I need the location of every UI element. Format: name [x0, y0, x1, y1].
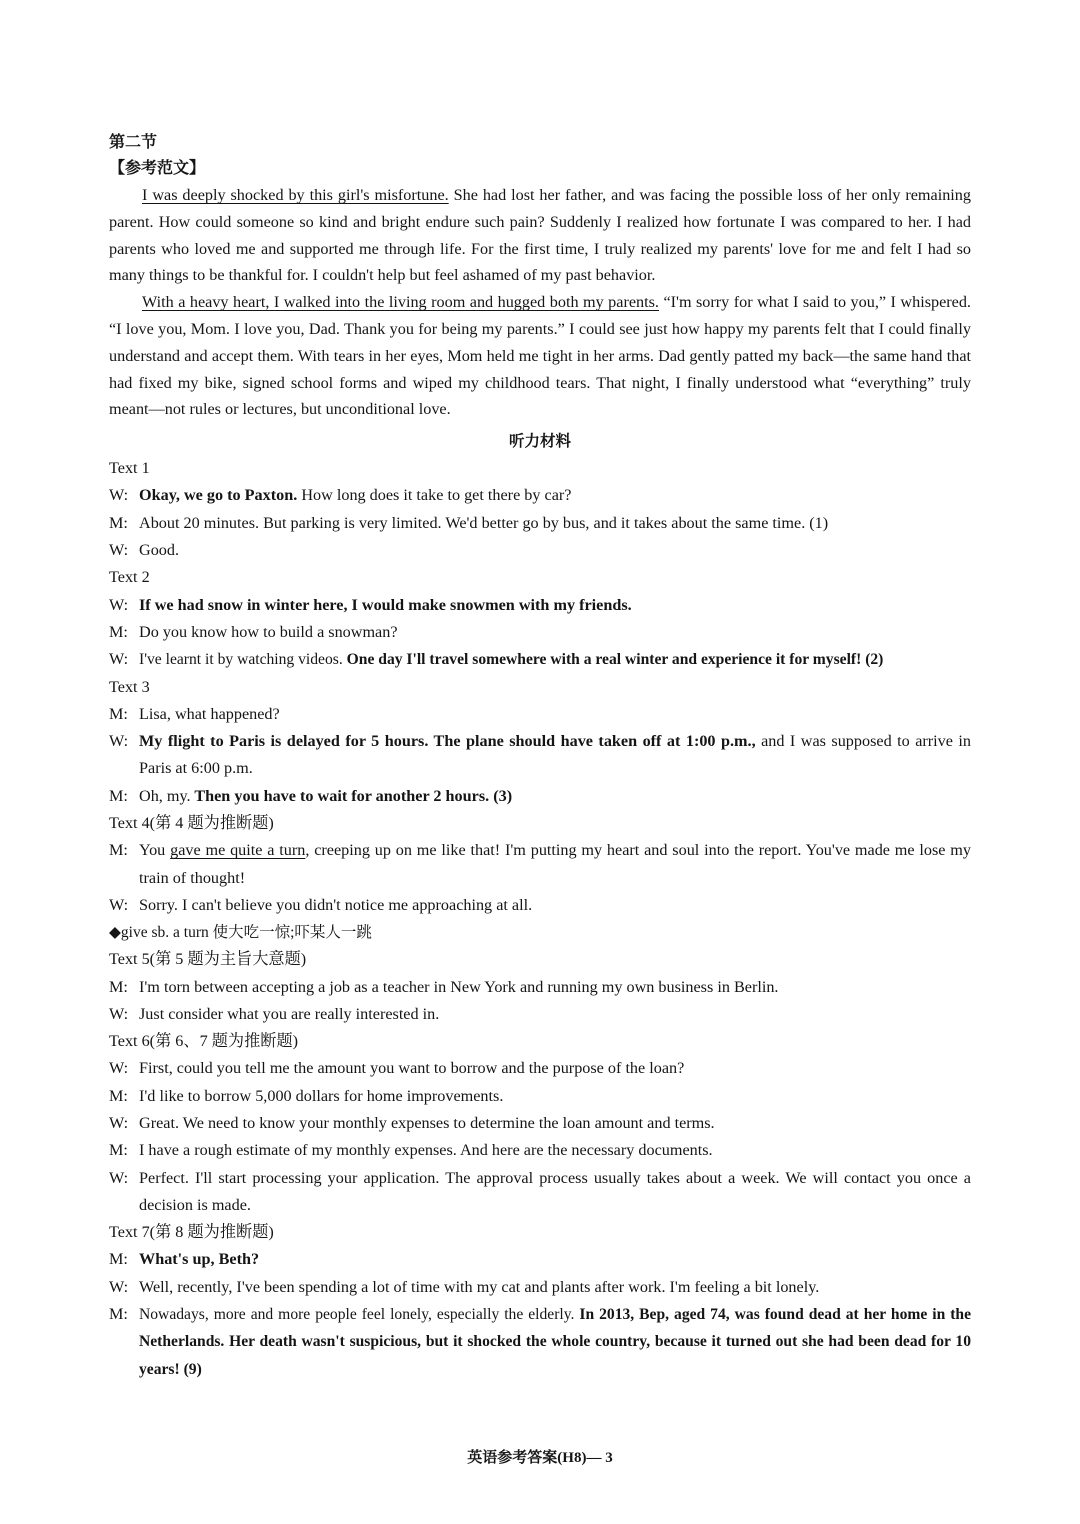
section-title: 第二节: [109, 134, 158, 151]
utterance: Lisa, what happened?: [139, 704, 280, 723]
speaker-m: M:: [109, 622, 128, 641]
speaker-m: M:: [109, 513, 128, 532]
utterance: Then you have to wait for another 2 hours. (3): [190, 786, 513, 805]
essay-body-2: “I'm sorry for what I said to you,” I whispered. “I love you, Mom. I love you, Dad. Thank you for being my parents.” I could see just how happy my parents felt that I could finally understand and accept them. With tears in her eyes, Mom held me tight in her arms. Dad gently patted my back—the same hand that had fixed my bike, signed school forms and wiped my childhood tears. That night, I finally understood what “everything” truly meant—not rules or lectures, but unconditional love.: [109, 293, 971, 419]
speaker-m: M:: [109, 1086, 128, 1105]
utterance: In 2013, Bep, aged 74, was found dead at her home in the Netherlands. Her death wasn't suspicious, but it shocked the whole country, because it turned out she had been dead for 10 years! (9): [139, 1306, 972, 1378]
utterance: Well, recently, I've been spending a lot of time with my cat and plants after work. I'm feeling a bit lonely.: [139, 1277, 820, 1296]
speaker-m: M:: [109, 841, 128, 860]
utterance: I have a rough estimate of my monthly expenses. And here are the necessary documents.: [139, 1141, 713, 1160]
text-label: Text 3: [109, 677, 150, 696]
page-footer: 英语参考答案(H8)— 3: [467, 1450, 613, 1466]
utterance: If we had snow in winter here, I would make snowmen with my friends.: [139, 595, 632, 614]
dialogue-line: [109, 482, 971, 509]
utterance: Great. We need to know your monthly expenses to determine the loan amount and terms.: [139, 1114, 715, 1132]
speaker-w: W:: [109, 1277, 129, 1296]
utterance: Do you know how to build a snowman?: [139, 622, 398, 641]
dialogue-line: [109, 1137, 971, 1164]
dialogue-line: [109, 783, 971, 810]
utterance: Okay, we go to Paxton.: [139, 486, 298, 505]
speaker-w: W:: [109, 895, 129, 914]
sample-essay-label: 【参考范文】: [109, 160, 206, 177]
essay-body-1: She had lost her father, and was facing the possible loss of her only remaining parent. How could someone so kind and bright endure such pain? Suddenly I realized how fortunate I was compared to her. I had parents who loved me and supported me through life. For the first time, I truly realized my parents' love for me and felt I had so many things to be thankful for. I couldn't help but feel ashamed of my past behavior.: [109, 186, 971, 285]
essay-paragraph-1: [109, 182, 971, 289]
utterance: Nowadays, more and more people feel lonely, especially the elderly.: [139, 1306, 575, 1324]
vocab-note: ◆give sb. a turn 使大吃一惊;吓某人一跳: [109, 924, 372, 942]
speaker-w: W:: [109, 1114, 129, 1132]
essay-topic-sentence-1: I was deeply shocked by this girl's misfortune.: [142, 186, 449, 204]
speaker-w: W:: [109, 732, 129, 751]
utterance: How long does it take to get there by car?: [297, 486, 572, 505]
utterance: and I was supposed to arrive in Paris at 6:00 p.m.: [139, 732, 971, 778]
utterance: Just consider what you are really interested in.: [139, 1004, 440, 1023]
utterance: Good.: [139, 541, 180, 560]
utterance: , creeping up on me like that! I'm putting my heart and soul into the report. You've made me lose my train of thought!: [139, 841, 971, 887]
dialogue-line: [109, 1301, 971, 1383]
speaker-w: W:: [109, 1168, 129, 1187]
utterance: First, could you tell me the amount you want to borrow and the purpose of the loan?: [139, 1059, 685, 1078]
dialogue-line: [109, 510, 971, 537]
utterance: What's up, Beth?: [139, 1250, 260, 1269]
dialogue-line: [109, 837, 971, 892]
utterance: One day I'll travel somewhere with a real winter and experience it for myself! (2): [342, 651, 884, 669]
speaker-m: M:: [109, 1250, 128, 1269]
essay-paragraph-2: [109, 289, 971, 423]
utterance: I've learnt it by watching videos.: [139, 651, 343, 669]
utterance: About 20 minutes. But parking is very limited. We'd better go by bus, and it takes about the same time. (1): [139, 513, 829, 532]
utterance: You: [139, 841, 171, 860]
utterance: Oh, my.: [139, 786, 191, 805]
text-label: Text 2: [109, 568, 150, 587]
dialogue-line: [109, 592, 971, 619]
text-label: Text 5(第 5 题为主旨大意题): [109, 950, 307, 969]
speaker-w: W:: [109, 650, 129, 669]
speaker-w: W:: [109, 1059, 129, 1078]
text-label: Text 1: [109, 459, 150, 478]
speaker-m: M:: [109, 1305, 128, 1324]
text-label: Text 7(第 8 题为推断题): [109, 1223, 274, 1242]
dialogue-line: [109, 701, 971, 728]
dialogue-line: [109, 1110, 971, 1137]
dialogue-line: [109, 1165, 971, 1220]
listening-title: 听力材料: [508, 433, 571, 451]
speaker-w: W:: [109, 486, 129, 505]
dialogue-line: [109, 1083, 971, 1110]
dialogue-line: [109, 1246, 971, 1273]
text-label: Text 4(第 4 题为推断题): [109, 814, 274, 833]
speaker-w: W:: [109, 1004, 129, 1023]
dialogue-line: [109, 892, 971, 919]
utterance: Sorry. I can't believe you didn't notice me approaching at all.: [139, 895, 533, 914]
essay-topic-sentence-2: With a heavy heart, I walked into the living room and hugged both my parents.: [142, 293, 659, 312]
utterance: I'd like to borrow 5,000 dollars for home improvements.: [139, 1086, 504, 1105]
dialogue-line: [109, 974, 971, 1001]
dialogue-line: [109, 646, 971, 673]
speaker-m: M:: [109, 786, 128, 805]
dialogue-line: [109, 1274, 971, 1301]
dialogue-line: [109, 728, 971, 783]
dialogue-line: [109, 1001, 971, 1028]
idiom-underlined: gave me quite a turn: [170, 841, 306, 860]
speaker-m: M:: [109, 704, 128, 723]
speaker-m: M:: [109, 977, 128, 996]
speaker-w: W:: [109, 541, 129, 560]
speaker-w: W:: [109, 595, 129, 614]
text-label: Text 6(第 6、7 题为推断题): [109, 1032, 299, 1051]
utterance: My flight to Paris is delayed for 5 hours. The plane should have taken off at 1:00 p.m.,: [139, 732, 756, 751]
speaker-m: M:: [109, 1141, 128, 1160]
dialogue-line: [109, 537, 971, 564]
page-content: [109, 130, 971, 1383]
dialogue-line: [109, 619, 971, 646]
dialogue-line: [109, 1055, 971, 1082]
utterance: Perfect. I'll start processing your application. The approval process usually takes about a week. We will contact you once a decision is made.: [139, 1168, 971, 1214]
utterance: I'm torn between accepting a job as a teacher in New York and running my own business in Berlin.: [139, 977, 779, 996]
